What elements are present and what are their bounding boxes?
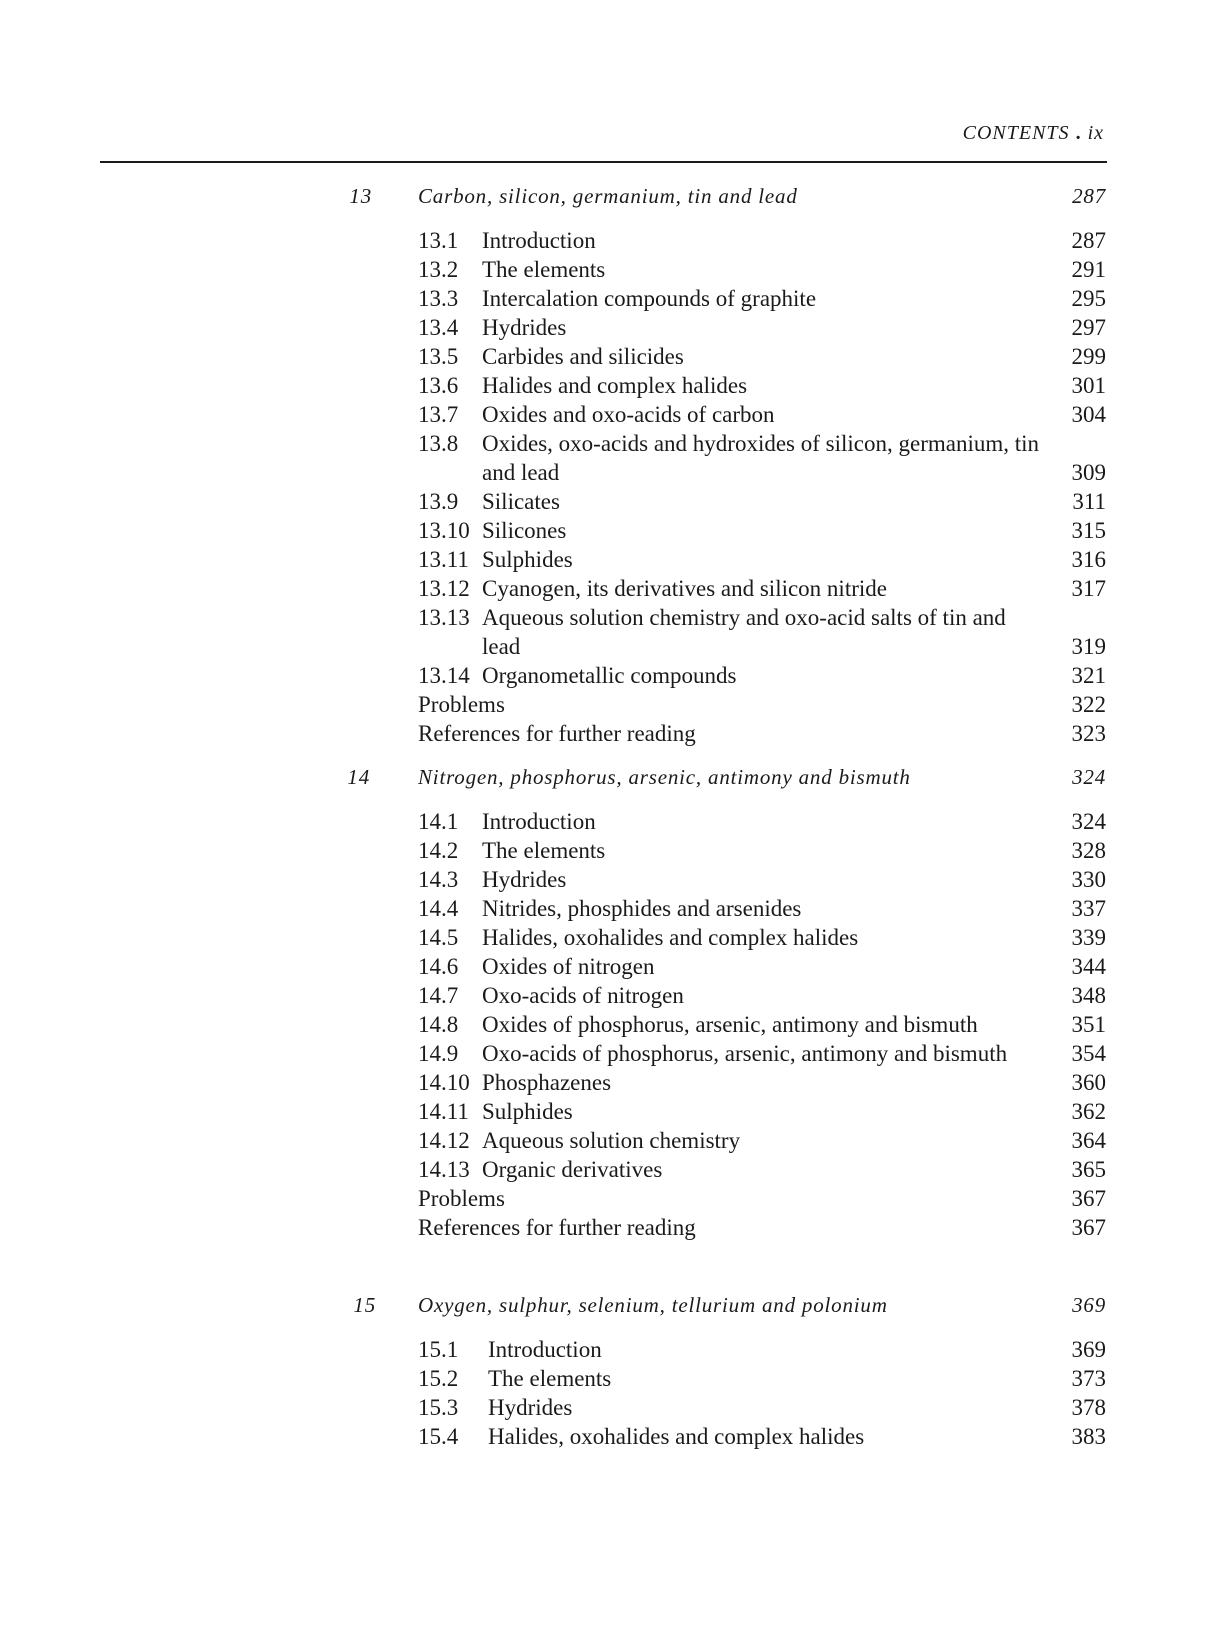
toc-entry xyxy=(0,661,1214,690)
section-page: 299 xyxy=(1071,344,1106,369)
section-list xyxy=(0,226,1214,748)
chapter-heading xyxy=(0,1293,1214,1327)
section-title: The elements xyxy=(482,838,606,863)
section-number: 15.2 xyxy=(418,1366,459,1391)
section-title: Hydrides xyxy=(488,1395,573,1420)
toc-entry xyxy=(0,429,1214,487)
section-page: 291 xyxy=(1071,257,1106,282)
chapter-block xyxy=(0,1293,1214,1451)
section-page: 365 xyxy=(1071,1157,1106,1182)
section-title: Halides and complex halides xyxy=(482,373,748,398)
section-page: 317 xyxy=(1071,576,1106,601)
toc-entry xyxy=(0,574,1214,603)
section-page: 367 xyxy=(1071,1215,1106,1240)
section-number: 14.3 xyxy=(418,867,459,892)
section-title: Oxides, oxo-acids and hydroxides of silicon, germanium, tin and lead xyxy=(482,431,1040,485)
toc-entry xyxy=(0,952,1214,981)
section-page: 383 xyxy=(1071,1424,1106,1449)
chapter-title: Carbon, silicon, germanium, tin and lead xyxy=(418,184,798,208)
chapter-title: Nitrogen, phosphorus, arsenic, antimony and bismuth xyxy=(418,765,911,789)
toc-entry xyxy=(0,255,1214,284)
toc-entry xyxy=(0,603,1214,661)
toc-entry xyxy=(0,545,1214,574)
toc-entry xyxy=(0,836,1214,865)
section-title: The elements xyxy=(482,257,606,282)
section-page: 297 xyxy=(1071,315,1106,340)
section-page: 373 xyxy=(1071,1366,1106,1391)
toc-entry xyxy=(0,1010,1214,1039)
section-page: 323 xyxy=(1071,721,1106,746)
header-rule xyxy=(100,161,1107,163)
section-title: Introduction xyxy=(482,809,596,834)
section-title: Oxo-acids of nitrogen xyxy=(482,983,684,1008)
chapter-number: 13 xyxy=(349,184,372,208)
section-title: Hydrides xyxy=(482,315,567,340)
section-page: 339 xyxy=(1071,925,1106,950)
section-number: 14.4 xyxy=(418,896,459,921)
section-list xyxy=(0,807,1214,1242)
chapter-heading xyxy=(0,184,1214,218)
section-number: 14.6 xyxy=(418,954,459,979)
toc-entry xyxy=(0,807,1214,836)
section-number: 13.11 xyxy=(418,547,469,572)
section-number: 13.2 xyxy=(418,257,459,282)
chapter-number: 14 xyxy=(347,765,370,789)
section-page: 330 xyxy=(1071,867,1106,892)
section-title: References for further reading xyxy=(418,1215,696,1240)
section-title: Aqueous solution chemistry xyxy=(482,1128,741,1153)
section-page: 369 xyxy=(1071,1337,1106,1362)
chapter-number: 15 xyxy=(353,1293,376,1317)
running-header xyxy=(0,122,1104,145)
section-page: 351 xyxy=(1071,1012,1106,1037)
section-number: 14.7 xyxy=(418,983,459,1008)
section-page: 311 xyxy=(1072,489,1106,514)
toc-entry xyxy=(0,1393,1214,1422)
toc-entry xyxy=(0,1184,1214,1213)
section-title: Aqueous solution chemistry and oxo-acid salts of tin and lead xyxy=(482,605,1006,659)
section-number: 13.6 xyxy=(418,373,459,398)
section-page: 309 xyxy=(1071,460,1106,485)
running-title: CONTENTS xyxy=(962,122,1070,144)
section-title: Oxo-acids of phosphorus, arsenic, antimony and bismuth xyxy=(482,1041,1008,1066)
toc-entry xyxy=(0,1126,1214,1155)
section-number: 13.12 xyxy=(418,576,470,601)
section-title: Sulphides xyxy=(482,1099,573,1124)
section-title: The elements xyxy=(488,1366,612,1391)
section-page: 328 xyxy=(1071,838,1106,863)
section-number: 14.13 xyxy=(418,1157,470,1182)
section-number: 14.9 xyxy=(418,1041,459,1066)
toc-entry xyxy=(0,516,1214,545)
section-page: 295 xyxy=(1071,286,1106,311)
section-number: 14.12 xyxy=(418,1128,470,1153)
toc-entry xyxy=(0,1155,1214,1184)
section-title: Carbides and silicides xyxy=(482,344,684,369)
section-number: 13.14 xyxy=(418,663,470,688)
section-title: References for further reading xyxy=(418,721,696,746)
section-number: 15.1 xyxy=(418,1337,459,1362)
section-page: 354 xyxy=(1071,1041,1106,1066)
section-page: 301 xyxy=(1071,373,1106,398)
toc-entry xyxy=(0,1422,1214,1451)
section-title: Oxides of nitrogen xyxy=(482,954,655,979)
chapter-block xyxy=(0,765,1214,1242)
section-number: 15.3 xyxy=(418,1395,459,1420)
section-page: 337 xyxy=(1071,896,1106,921)
toc-entry xyxy=(0,1213,1214,1242)
section-page: 324 xyxy=(1071,809,1106,834)
section-number: 14.10 xyxy=(418,1070,470,1095)
section-page: 362 xyxy=(1071,1099,1106,1124)
section-title: Cyanogen, its derivatives and silicon nitride xyxy=(482,576,887,601)
section-title: Hydrides xyxy=(482,867,567,892)
section-title: Sulphides xyxy=(482,547,573,572)
section-page: 367 xyxy=(1071,1186,1106,1211)
toc-entry xyxy=(0,487,1214,516)
section-page: 322 xyxy=(1071,692,1106,717)
toc-entry xyxy=(0,1039,1214,1068)
section-number: 13.4 xyxy=(418,315,459,340)
section-title: Halides, oxohalides and complex halides xyxy=(488,1424,865,1449)
section-title: Problems xyxy=(418,692,505,717)
section-number: 13.8 xyxy=(418,431,459,456)
section-page: 315 xyxy=(1071,518,1106,543)
section-page: 344 xyxy=(1071,954,1106,979)
section-number: 14.2 xyxy=(418,838,459,863)
section-page: 364 xyxy=(1071,1128,1106,1153)
section-title: Nitrides, phosphides and arsenides xyxy=(482,896,802,921)
section-number: 13.10 xyxy=(418,518,470,543)
section-title: Introduction xyxy=(482,228,596,253)
toc-entry xyxy=(0,226,1214,255)
chapter-page: 287 xyxy=(1072,184,1106,208)
section-page: 316 xyxy=(1071,547,1106,572)
section-number: 13.5 xyxy=(418,344,459,369)
toc-entry xyxy=(0,1335,1214,1364)
section-number: 14.1 xyxy=(418,809,459,834)
toc-entry xyxy=(0,313,1214,342)
toc-entry xyxy=(0,865,1214,894)
section-title: Problems xyxy=(418,1186,505,1211)
separator-dot: . xyxy=(1075,122,1082,144)
toc-entry xyxy=(0,371,1214,400)
page-numeral: ix xyxy=(1087,122,1104,144)
section-page: 348 xyxy=(1071,983,1106,1008)
toc-entry xyxy=(0,981,1214,1010)
toc-entry xyxy=(0,719,1214,748)
chapter-title: Oxygen, sulphur, selenium, tellurium and polonium xyxy=(418,1293,888,1317)
section-number: 13.3 xyxy=(418,286,459,311)
section-page: 378 xyxy=(1071,1395,1106,1420)
section-title: Oxides and oxo-acids of carbon xyxy=(482,402,775,427)
section-title: Introduction xyxy=(488,1337,602,1362)
section-page: 360 xyxy=(1071,1070,1106,1095)
toc-entry xyxy=(0,342,1214,371)
section-number: 14.5 xyxy=(418,925,459,950)
toc-entry xyxy=(0,400,1214,429)
chapter-page: 369 xyxy=(1072,1293,1106,1317)
toc-entry xyxy=(0,690,1214,719)
section-title: Organic derivatives xyxy=(482,1157,663,1182)
chapter-page: 324 xyxy=(1072,765,1106,789)
section-page: 321 xyxy=(1071,663,1106,688)
chapter-block xyxy=(0,184,1214,748)
toc-entry xyxy=(0,1068,1214,1097)
section-title: Intercalation compounds of graphite xyxy=(482,286,817,311)
section-title: Halides, oxohalides and complex halides xyxy=(482,925,859,950)
section-number: 14.11 xyxy=(418,1099,469,1124)
section-number: 14.8 xyxy=(418,1012,459,1037)
section-page: 304 xyxy=(1071,402,1106,427)
section-list xyxy=(0,1335,1214,1451)
section-number: 13.13 xyxy=(418,605,470,630)
section-title: Oxides of phosphorus, arsenic, antimony and bismuth xyxy=(482,1012,978,1037)
section-title: Silicates xyxy=(482,489,560,514)
chapter-heading xyxy=(0,765,1214,799)
toc-entry xyxy=(0,1097,1214,1126)
toc-entry xyxy=(0,284,1214,313)
section-number: 13.1 xyxy=(418,228,459,253)
section-number: 13.9 xyxy=(418,489,459,514)
section-title: Organometallic compounds xyxy=(482,663,737,688)
section-title: Silicones xyxy=(482,518,567,543)
section-title: Phosphazenes xyxy=(482,1070,612,1095)
section-number: 15.4 xyxy=(418,1424,459,1449)
section-page: 319 xyxy=(1071,634,1106,659)
toc-entry xyxy=(0,894,1214,923)
section-number: 13.7 xyxy=(418,402,459,427)
toc-entry xyxy=(0,1364,1214,1393)
section-page: 287 xyxy=(1071,228,1106,253)
toc-entry xyxy=(0,923,1214,952)
